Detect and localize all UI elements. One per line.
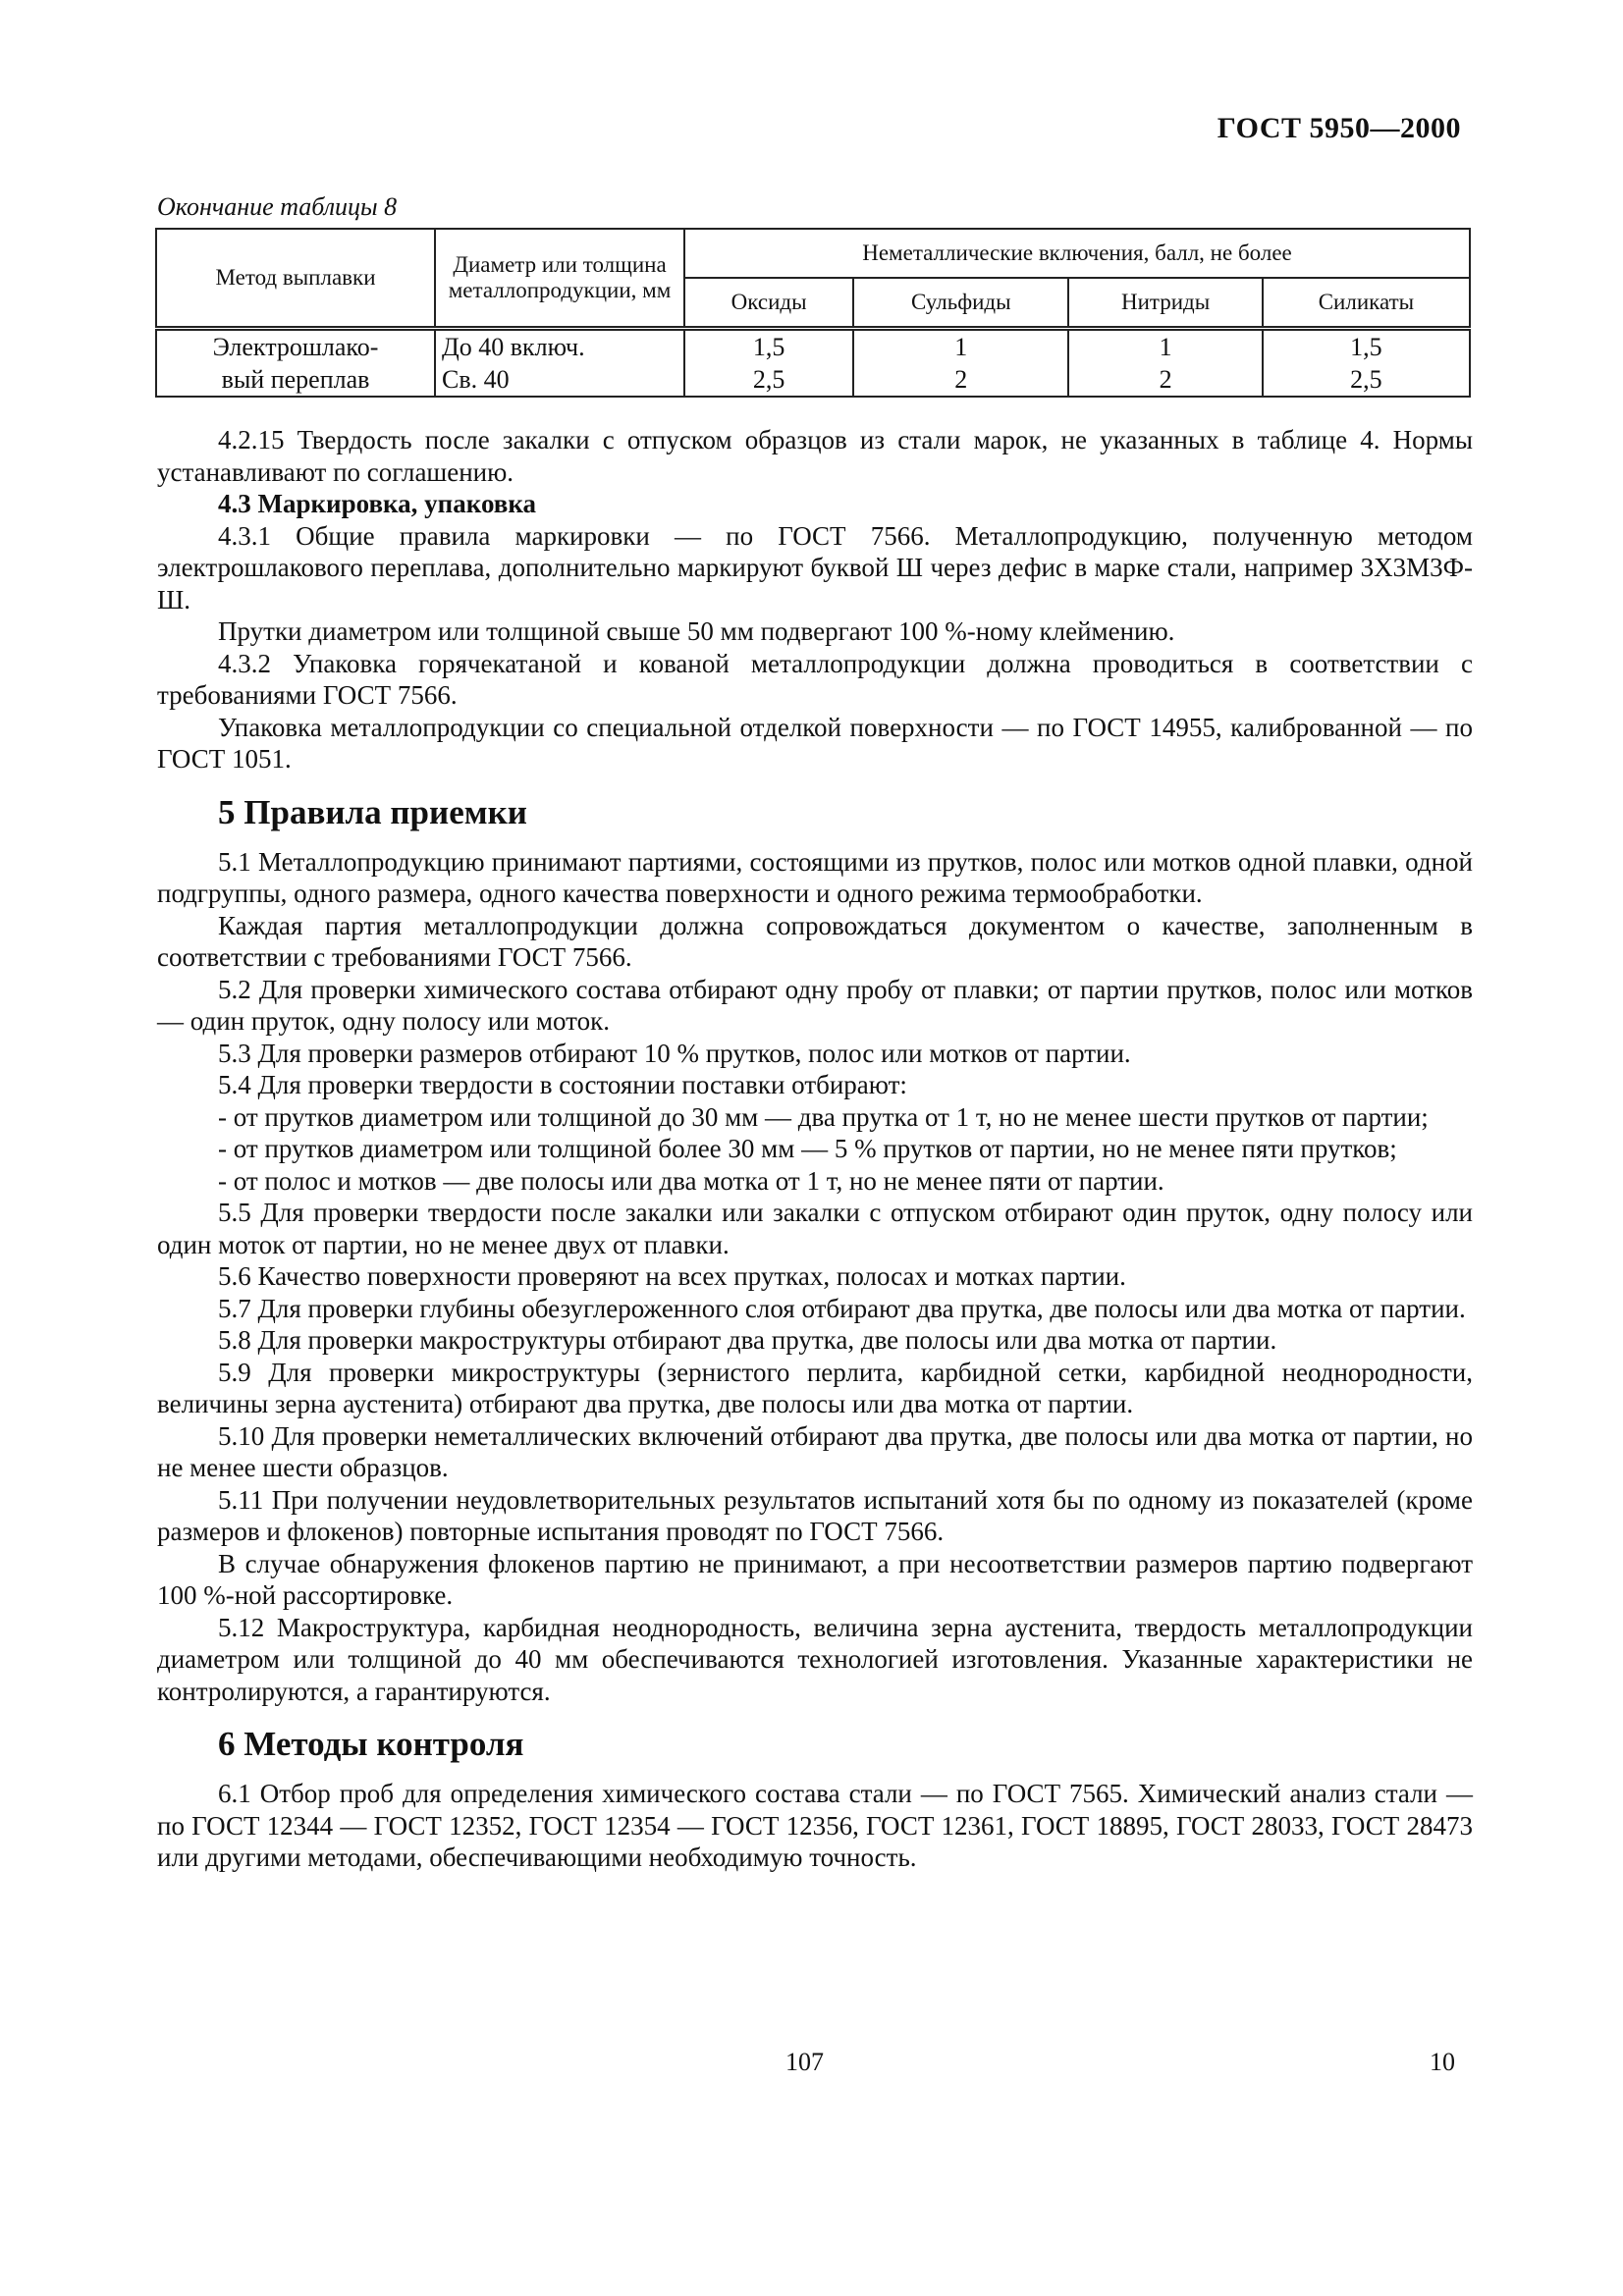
header-method: Метод выплавки	[156, 229, 435, 329]
cell-sulfides: 1	[853, 329, 1068, 364]
table-caption: Окончание таблицы 8	[157, 192, 398, 221]
paragraph: 5.1 Металлопродукцию принимают партиями, состоящими из прутков, полос или мотков одной плавки, одной подгруппы, одного размера, одного качества поверхности и одного режима термообработки.	[157, 846, 1473, 908]
header-nitrides: Нитриды	[1068, 278, 1263, 329]
paragraph: 4.3.2 Упаковка горячекатаной и кованой металлопродукции должна проводиться в соответствии с требованиями ГОСТ 7566.	[157, 648, 1473, 710]
paragraph: 5.3 Для проверки размеров отбирают 10 % прутков, полос или мотков от партии.	[218, 1038, 1131, 1068]
paragraph: 5.5 Для проверки твердости после закалки или закалки с отпуском отбирают один пруток, одну полосу или один моток от партии, но не менее двух от плавки.	[157, 1198, 1473, 1259]
list-item: - от прутков диаметром или толщиной более 30 мм — 5 % прутков от партии, но не менее пяти прутков;	[218, 1134, 1397, 1163]
paragraph: 5.10 Для проверки неметаллических включений отбирают два прутка, две полосы или два мотка от партии, но не менее шести образцов.	[157, 1420, 1473, 1482]
inclusions-table	[155, 228, 1471, 398]
cell-silicates: 2,5	[1263, 363, 1470, 397]
paragraph: 5.4 Для проверки твердости в состоянии поставки отбирают:	[218, 1070, 907, 1099]
paragraph: 5.12 Макроструктура, карбидная неоднородность, величина зерна аустенита, твердость металлопродукции диаметром или толщиной до 40 мм обеспечиваются технологией изготовления. Указанные характеристики не контролируются, а гарантируются.	[157, 1612, 1473, 1706]
cell-method: вый переплав	[156, 363, 435, 397]
paragraph: 4.2.15 Твердость после закалки с отпуском образцов из стали марок, не указанных в таблице 4. Нормы устанавливают по соглашению.	[157, 425, 1473, 487]
cell-diameter: До 40 включ.	[435, 329, 684, 364]
header-oxides: Оксиды	[684, 278, 853, 329]
paragraph: 4.3.1 Общие правила маркировки — по ГОСТ 7566. Металлопродукцию, полученную методом электрошлакового переплава, дополнительно маркируют буквой Ш через дефис в марке стали, например 3Х3М3Ф-Ш.	[157, 520, 1473, 614]
section-heading-5: 5 Правила приемки	[218, 792, 527, 831]
paragraph: 5.8 Для проверки макроструктуры отбирают два прутка, две полосы или два мотка от партии.	[218, 1325, 1277, 1355]
list-item: - от прутков диаметром или толщиной до 30 мм — два прутка от 1 т, но не менее шести прутков от партии;	[218, 1101, 1429, 1132]
section-heading-4-3: 4.3 Маркировка, упаковка	[218, 489, 536, 518]
cell-oxides: 1,5	[684, 329, 853, 364]
paragraph: Прутки диаметром или толщиной свыше 50 мм подвергают 100 %-ному клеймению.	[218, 616, 1175, 646]
cell-nitrides: 1	[1068, 329, 1263, 364]
table-row	[156, 329, 1470, 364]
paragraph: 5.6 Качество поверхности проверяют на всех прутках, полосах и мотках партии.	[218, 1261, 1126, 1291]
paragraph: 5.9 Для проверки микроструктуры (зернистого перлита, карбидной сетки, карбидной неоднородности, величины зерна аустенита) отбирают два прутка, две полосы или два мотка от партии.	[157, 1357, 1473, 1418]
paragraph: Упаковка металлопродукции со специальной отделкой поверхности — по ГОСТ 14955, калиброванной — по ГОСТ 1051.	[157, 712, 1473, 774]
cell-silicates: 1,5	[1263, 329, 1470, 364]
header-diameter: Диаметр или толщина металлопродукции, мм	[435, 229, 684, 329]
paragraph: В случае обнаружения флокенов партию не принимают, а при несоответствии размеров партию подвергают 100 %-ной рассортировке.	[157, 1548, 1473, 1610]
cell-diameter: Св. 40	[435, 363, 684, 397]
paragraph: 5.2 Для проверки химического состава отбирают одну пробу от плавки; от партии прутков, полос или мотков — один пруток, одну полосу или моток.	[157, 974, 1473, 1036]
header-silicates: Силикаты	[1263, 278, 1470, 329]
header-sulfides: Сульфиды	[853, 278, 1068, 329]
paragraph: Каждая партия металлопродукции должна сопровождаться документом о качестве, заполненным в соответствии с требованиями ГОСТ 7566.	[157, 910, 1473, 972]
section-heading-6: 6 Методы контроля	[218, 1725, 524, 1763]
table-row	[156, 363, 1470, 397]
document-number: ГОСТ 5950—2000	[1217, 112, 1461, 144]
paragraph: 6.1 Отбор проб для определения химического состава стали — по ГОСТ 7565. Химический анализ стали — по ГОСТ 12344 — ГОСТ 12352, ГОСТ 12354 — ГОСТ 12356, ГОСТ 12361, ГОСТ 18895, ГОСТ 28033, ГОСТ 28473 или другими методами, обеспечивающими необходимую точность.	[157, 1779, 1473, 1872]
cell-sulfides: 2	[853, 363, 1068, 397]
page-number-right: 10	[1430, 2048, 1455, 2076]
page-number-center: 107	[785, 2048, 824, 2076]
list-item: - от полос и мотков — две полосы или два мотка от 1 т, но не менее пяти от партии.	[218, 1165, 1164, 1196]
document-body	[157, 424, 1473, 1874]
paragraph: 5.7 Для проверки глубины обезуглероженного слоя отбирают два прутка, две полосы или два мотка от партии.	[218, 1293, 1466, 1323]
header-inclusions: Неметаллические включения, балл, не более	[684, 229, 1470, 278]
paragraph: 5.11 При получении неудовлетворительных результатов испытаний хотя бы по одному из показателей (кроме размеров и флокенов) повторные испытания проводят по ГОСТ 7566.	[157, 1484, 1473, 1546]
cell-method: Электрошлако-	[156, 329, 435, 364]
cell-oxides: 2,5	[684, 363, 853, 397]
cell-nitrides: 2	[1068, 363, 1263, 397]
